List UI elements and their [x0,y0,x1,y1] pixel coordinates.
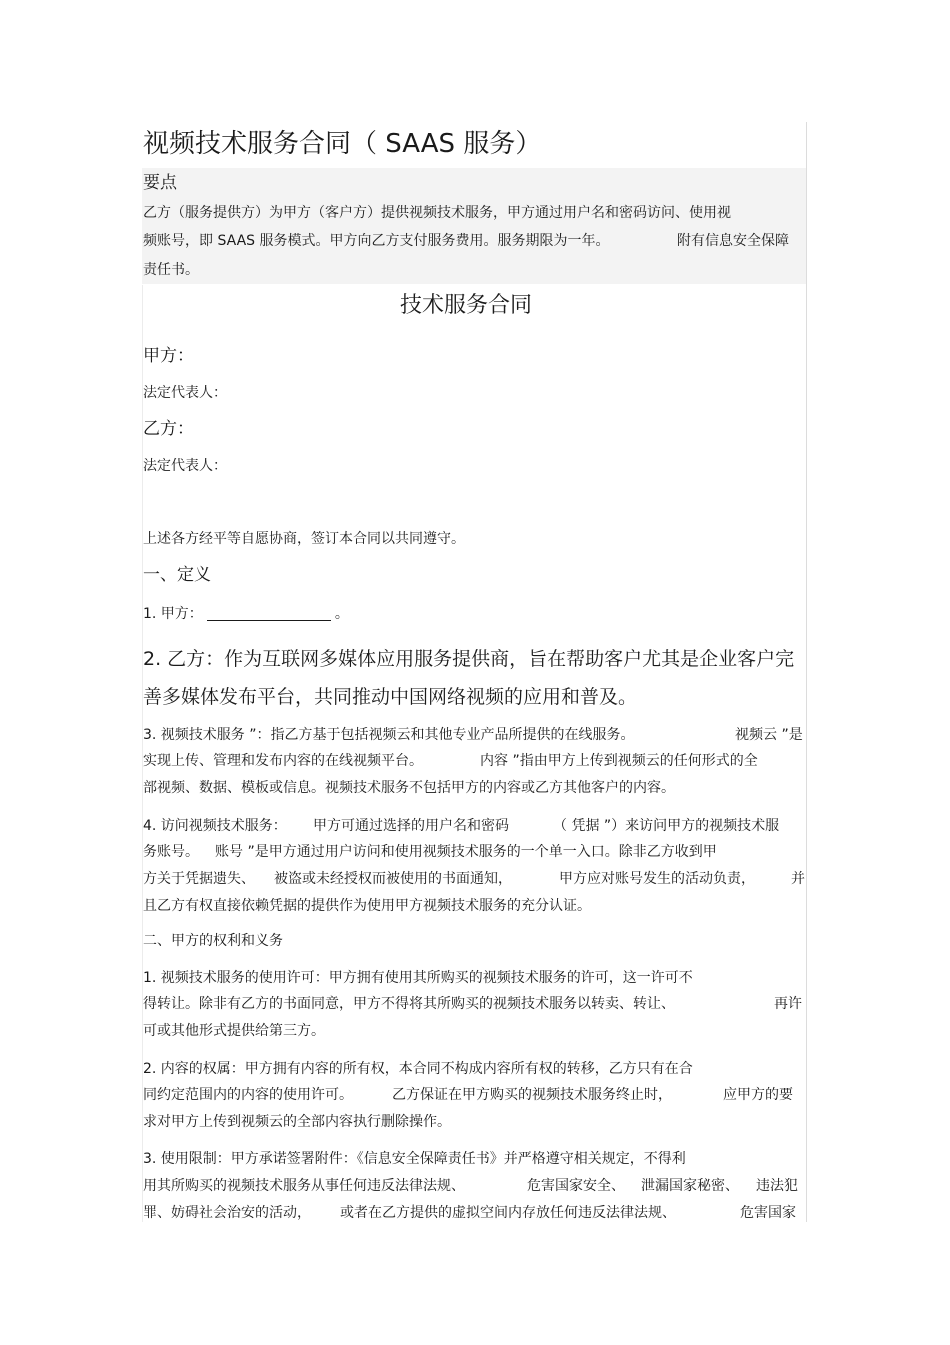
paragraph-line: 被盗或未经授权而被使用的书面通知， [274,871,512,887]
preamble: 上述各方经平等自愿协商，签订本合同以共同遵守。 [143,531,465,547]
summary-line: 频账号，即 SAAS 服务模式。甲方向乙方支付服务费用。服务期限为一年。 [143,233,610,249]
paragraph-line: 实现上传、管理和发布内容的在线视频平台。 [143,753,423,769]
paragraph-line: 得转让。除非有乙方的书面同意，甲方不得将其所购买的视频技术服务以转卖、转让、 [143,996,675,1012]
paragraph-line: 应甲方的要 [723,1087,793,1103]
section-heading: 二、甲方的权利和义务 [143,933,283,949]
paragraph-line: 部视频、数据、模板或信息。视频技术服务不包括甲方的内容或乙方其他客户的内容。 [143,780,675,796]
paragraph-line: 并 [791,871,805,887]
paragraph-line: 违法犯 [756,1178,798,1194]
paragraph-line: 或者在乙方提供的虚拟空间内存放任何违反法律法规、 [340,1205,676,1221]
paragraph-line: 3. 视频技术服务 ”：指乙方基于包括视频云和其他专业产品所提供的在线服务。 [143,727,635,743]
party-a-label: 甲方： [143,346,194,366]
paragraph-line: 可或其他形式提供给第三方。 [143,1023,325,1039]
blank-line [207,606,331,621]
page-frame [142,122,807,1222]
paragraph-line: 3. 使用限制：甲方承诺签署附件：《信息安全保障责任书》并严格遵守相关规定，不得利 [143,1151,686,1167]
summary-line: 责任书。 [143,262,199,278]
definition-end: 。 [334,606,349,622]
paragraph-line: 泄漏国家秘密、 [641,1178,739,1194]
paragraph-line: 甲方可通过选择的用户名和密码 [313,818,509,834]
paragraph-line: 1. 视频技术服务的使用许可：甲方拥有使用其所购买的视频技术服务的许可，这一许可不 [143,970,693,986]
paragraph-line: 2. 乙方：作为互联网多媒体应用服务提供商，旨在帮助客户尤其是企业客户完 [143,648,795,670]
paragraph-line: 危害国家 [740,1205,796,1221]
paragraph-line: 同约定范围内的内容的使用许可。 [143,1087,353,1103]
paragraph-line: 用其所购买的视频技术服务从事任何违反法律法规、 [143,1178,465,1194]
party-b-label: 乙方： [143,419,194,439]
summary-heading: 要点 [143,173,177,193]
paragraph-line: 甲方应对账号发生的活动负责， [559,871,755,887]
paragraph-line: 乙方保证在甲方购买的视频技术服务终止时， [392,1087,672,1103]
definition-label: 1. 甲方： [143,606,203,622]
paragraph-line: 善多媒体发布平台，共同推动中国网络视频的应用和普及。 [143,686,638,708]
document-title: 视频技术服务合同（ SAAS 服务） [143,129,542,159]
party-b-representative: 法定代表人： [143,458,227,474]
paragraph-line: （ 凭据 ”）来访问甲方的视频技术服 [553,818,780,834]
paragraph-line: 视频云 ”是 [735,727,803,743]
paragraph-line: 且乙方有权直接依赖凭据的提供作为使用甲方视频技术服务的充分认证。 [143,898,591,914]
paragraph-line: 再许 [774,996,802,1012]
summary-box [142,168,806,284]
paragraph-line: 求对甲方上传到视频云的全部内容执行删除操作。 [143,1114,451,1130]
section-heading: 一、定义 [143,565,211,585]
definition-item-party-a [143,606,349,621]
party-a-representative: 法定代表人： [143,385,227,401]
paragraph-line: 方关于凭据遗失、 [143,871,255,887]
paragraph-line: 4. 访问视频技术服务： [143,818,287,834]
paragraph-line: 内容 ”指由甲方上传到视频云的任何形式的全 [480,753,758,769]
paragraph-line: 2. 内容的权属：甲方拥有内容的所有权，本合同不构成内容所有权的转移，乙方只有在合 [143,1061,693,1077]
paragraph-line: 危害国家安全、 [527,1178,625,1194]
summary-line: 乙方（服务提供方）为甲方（客户方）提供视频技术服务，甲方通过用户名和密码访问、使用视 [143,205,731,221]
contract-title: 技术服务合同 [400,293,533,318]
paragraph-line: 罪、妨碍社会治安的活动， [143,1205,311,1221]
paragraph-line: 务账号。 [143,844,199,860]
summary-line: 附有信息安全保障 [677,233,789,249]
paragraph-line: 账号 ”是甲方通过用户访问和使用视频技术服务的一个单一入口。除非乙方收到甲 [215,844,717,860]
